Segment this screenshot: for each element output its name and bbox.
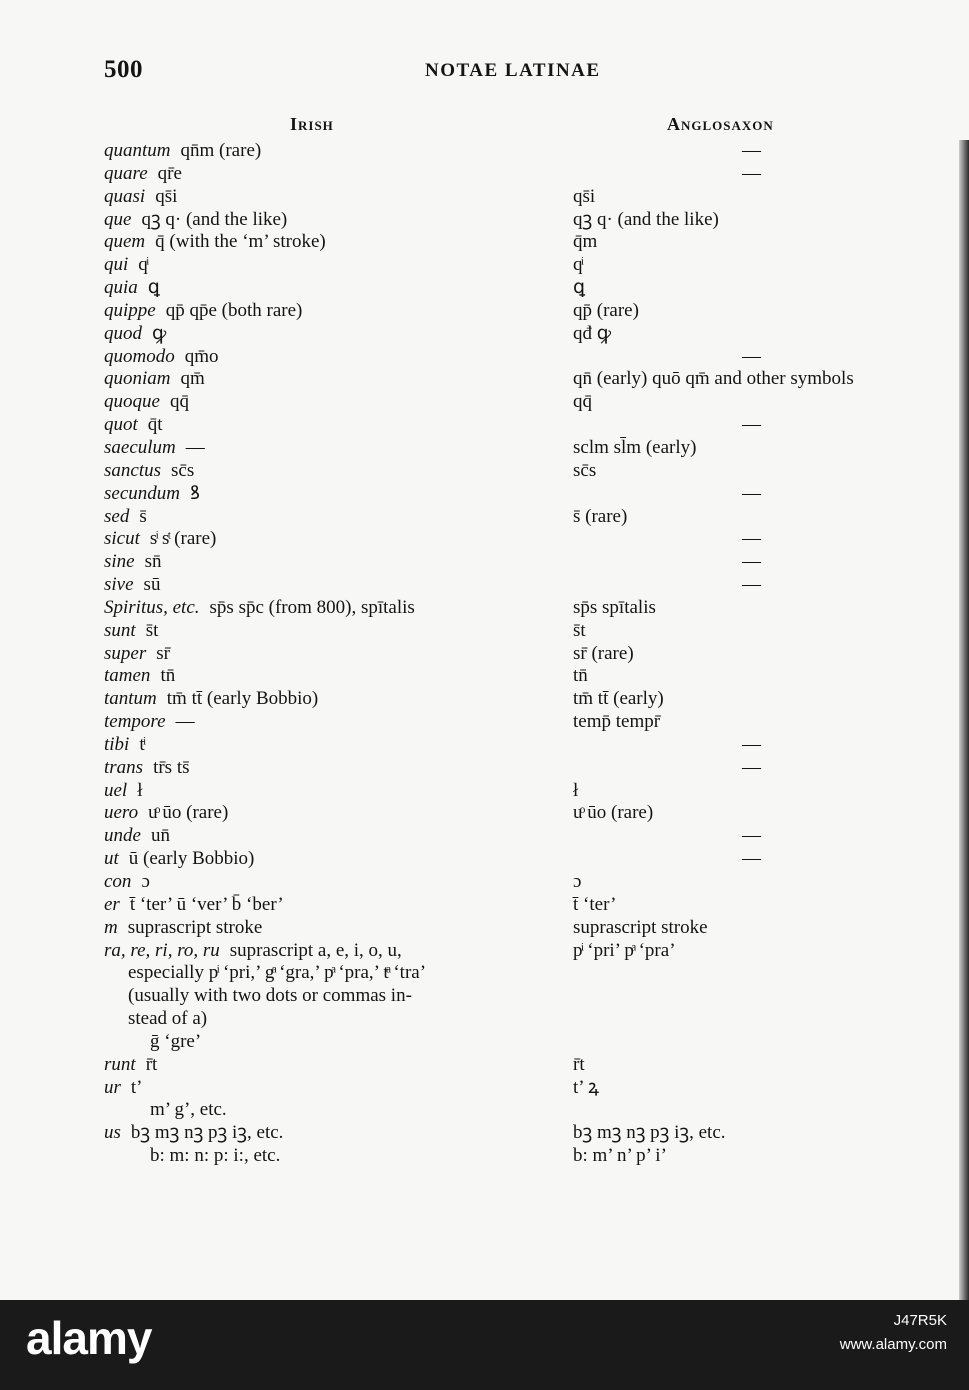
irish-cell xyxy=(104,597,415,620)
irish-cell xyxy=(104,802,228,825)
table-row xyxy=(0,437,969,460)
anglosaxon-abbreviation: ɔ xyxy=(573,871,582,892)
irish-cell xyxy=(104,528,216,551)
irish-cell xyxy=(128,1008,207,1031)
irish-abbreviation: qs̄i xyxy=(155,185,178,207)
latin-word: ur xyxy=(104,1076,121,1098)
table-row xyxy=(0,163,969,186)
anglosaxon-none-dash: — xyxy=(742,528,761,550)
irish-abbreviation: qm̄o xyxy=(184,345,219,367)
table-row xyxy=(0,254,969,277)
latin-word: m xyxy=(104,916,118,938)
irish-cell xyxy=(104,460,194,483)
irish-abbreviation: m’ g’, etc. xyxy=(150,1099,227,1121)
anglosaxon-abbreviation: qꝫ q· (and the like) xyxy=(573,208,719,230)
latin-word: saeculum xyxy=(104,436,176,458)
irish-cell xyxy=(104,734,145,757)
irish-cell xyxy=(104,688,318,711)
latin-word: con xyxy=(104,871,132,892)
irish-abbreviation: qn̄m (rare) xyxy=(180,140,262,161)
irish-cell xyxy=(104,186,177,209)
irish-cell xyxy=(104,757,190,780)
table-row xyxy=(0,894,969,917)
table-row xyxy=(0,574,969,597)
table-row xyxy=(0,962,969,985)
latin-word: super xyxy=(104,642,147,664)
irish-cell xyxy=(104,368,205,391)
irish-cell xyxy=(104,940,402,963)
irish-cell xyxy=(104,140,261,163)
latin-word: quantum xyxy=(104,140,171,161)
irish-cell xyxy=(104,1077,143,1100)
table-row xyxy=(0,757,969,780)
latin-word: sunt xyxy=(104,619,136,641)
table-row xyxy=(0,871,969,894)
irish-cell xyxy=(104,209,287,232)
irish-abbreviation: tn̄ xyxy=(160,665,176,687)
alamy-logo: alamy xyxy=(26,1312,152,1364)
irish-abbreviation: tr̄s ts̄ xyxy=(153,756,190,778)
irish-abbreviation: r̄t xyxy=(145,1053,158,1075)
irish-abbreviation: s̄t xyxy=(145,619,159,641)
anglosaxon-abbreviation: s̄t xyxy=(573,619,586,641)
latin-word: sanctus xyxy=(104,459,161,481)
latin-word: quomodo xyxy=(104,345,175,367)
irish-cell xyxy=(104,551,162,574)
irish-cell xyxy=(104,506,147,529)
anglosaxon-abbreviation: pͥ ‘pri’ pͣ ‘pra’ xyxy=(573,939,676,961)
latin-word: unde xyxy=(104,825,141,847)
latin-word: ra, re, ri, ro, ru xyxy=(104,939,220,961)
anglosaxon-abbreviation: sp̄s spītalis xyxy=(573,596,656,618)
anglosaxon-abbreviation: t̄ ‘ter’ xyxy=(573,893,617,915)
table-row xyxy=(0,1031,969,1054)
irish-cell xyxy=(104,574,160,597)
table-row xyxy=(0,1077,969,1100)
irish-cell xyxy=(104,825,170,848)
irish-abbreviation: qq̄ xyxy=(169,391,189,413)
latin-word: us xyxy=(104,1122,121,1144)
anglosaxon-abbreviation: suprascript stroke xyxy=(573,916,708,938)
latin-word: quoniam xyxy=(104,368,171,390)
irish-abbreviation: b: m: n: p: i:, etc. xyxy=(150,1145,281,1167)
irish-abbreviation: — xyxy=(175,711,195,733)
irish-abbreviation: ɔ xyxy=(141,871,150,892)
table-row xyxy=(0,414,969,437)
table-row xyxy=(0,711,969,734)
table-row xyxy=(0,1008,969,1031)
table-row xyxy=(0,1122,969,1145)
anglosaxon-abbreviation: sc̄s xyxy=(573,459,597,481)
latin-word: er xyxy=(104,893,120,915)
latin-word: sive xyxy=(104,574,134,596)
table-row xyxy=(0,848,969,871)
irish-cell xyxy=(104,643,170,666)
irish-cell xyxy=(104,414,163,437)
irish-abbreviation: q̄t xyxy=(147,414,163,436)
anglosaxon-none-dash: — xyxy=(742,482,761,504)
anglosaxon-abbreviation: tm̄ tt̄ (early) xyxy=(573,688,664,710)
page-edge-shadow xyxy=(959,140,969,1300)
irish-cell xyxy=(104,665,175,688)
table-row xyxy=(0,346,969,369)
anglosaxon-none-dash: — xyxy=(742,414,761,436)
table-row xyxy=(0,734,969,757)
site-url: www.alamy.com xyxy=(839,1336,947,1353)
latin-word: quot xyxy=(104,414,138,436)
anglosaxon-abbreviation: r̄t xyxy=(573,1053,585,1075)
irish-abbreviation: especially pͥ ‘pri,’ gͣ ‘gra,’ pͣ ‘pra,’ tͣ ‘tra’ xyxy=(128,962,427,984)
table-row xyxy=(0,300,969,323)
latin-word: quare xyxy=(104,162,148,184)
anglosaxon-abbreviation: q̄m xyxy=(573,231,598,253)
irish-abbreviation: ḡ ‘gre’ xyxy=(150,1030,202,1052)
irish-cell xyxy=(104,1122,283,1145)
table-row xyxy=(0,391,969,414)
table-row xyxy=(0,140,969,163)
latin-word: sicut xyxy=(104,528,140,550)
latin-word: qui xyxy=(104,254,129,276)
anglosaxon-none-dash: — xyxy=(742,825,761,847)
irish-abbreviation: sc̄s xyxy=(171,459,195,481)
anglosaxon-none-dash: — xyxy=(742,733,761,755)
latin-word: tamen xyxy=(104,665,151,687)
latin-word: quod xyxy=(104,322,142,344)
irish-cell xyxy=(104,254,148,277)
irish-abbreviation: qr̄e xyxy=(157,162,182,184)
anglosaxon-none-dash: — xyxy=(742,140,761,161)
image-id: J47R5K xyxy=(893,1312,947,1329)
irish-cell xyxy=(104,391,189,414)
irish-abbreviation: qm̄ xyxy=(180,368,205,390)
irish-cell xyxy=(150,1031,201,1054)
latin-word: quippe xyxy=(104,299,156,321)
irish-cell xyxy=(128,962,426,985)
irish-abbreviation: ł xyxy=(137,779,143,801)
table-row xyxy=(0,620,969,643)
latin-word: quoque xyxy=(104,391,160,413)
irish-cell xyxy=(104,848,254,871)
irish-abbreviation: sū xyxy=(143,574,161,596)
irish-abbreviation: t’ xyxy=(130,1076,143,1098)
irish-abbreviation: s̄ xyxy=(139,505,147,527)
table-row xyxy=(0,688,969,711)
irish-cell xyxy=(128,985,412,1008)
table-row xyxy=(0,780,969,803)
irish-abbreviation: stead of a) xyxy=(128,1008,208,1030)
table-row xyxy=(0,1099,969,1122)
irish-abbreviation: sͥ sͭ (rare) xyxy=(149,528,217,550)
anglosaxon-none-dash: — xyxy=(742,162,761,184)
anglosaxon-abbreviation: qs̄i xyxy=(573,185,596,207)
table-row xyxy=(0,186,969,209)
table-row xyxy=(0,277,969,300)
irish-cell xyxy=(104,711,195,734)
irish-cell xyxy=(104,300,302,323)
latin-word: tempore xyxy=(104,711,166,733)
anglosaxon-abbreviation: t’ ꝝ xyxy=(573,1076,599,1098)
irish-abbreviation: ū (early Bobbio) xyxy=(128,848,255,870)
latin-word: ut xyxy=(104,848,119,870)
anglosaxon-abbreviation: bꝫ mꝫ nꝫ pꝫ iꝫ, etc. xyxy=(573,1122,726,1144)
irish-cell xyxy=(150,1099,227,1122)
irish-abbreviation: tͥ xyxy=(139,733,145,755)
latin-word: quia xyxy=(104,277,138,299)
anglosaxon-abbreviation: qp̄ (rare) xyxy=(573,299,639,321)
irish-abbreviation: qp̄ qp̄e (both rare) xyxy=(165,299,303,321)
table-row xyxy=(0,985,969,1008)
table-row xyxy=(0,231,969,254)
anglosaxon-none-dash: — xyxy=(742,848,761,870)
table-row xyxy=(0,368,969,391)
latin-word: sine xyxy=(104,551,135,573)
column-heading-anglosaxon: Anglosaxon xyxy=(667,114,774,134)
irish-abbreviation: un̄ xyxy=(150,825,170,847)
anglosaxon-abbreviation: uͦ ūo (rare) xyxy=(573,802,654,824)
abbreviation-table xyxy=(0,140,969,1168)
irish-cell xyxy=(104,231,326,254)
irish-abbreviation: tm̄ tt̄ (early Bobbio) xyxy=(166,688,319,710)
table-row xyxy=(0,551,969,574)
irish-cell xyxy=(104,163,182,186)
irish-cell xyxy=(104,483,200,506)
table-row xyxy=(0,597,969,620)
irish-cell xyxy=(104,323,166,346)
irish-cell xyxy=(104,620,158,643)
anglosaxon-abbreviation: qq̄ xyxy=(573,391,592,413)
irish-cell xyxy=(150,1145,280,1168)
column-heading-irish: Irish xyxy=(290,114,334,134)
irish-abbreviation: uͦ ūo (rare) xyxy=(148,802,229,824)
anglosaxon-abbreviation: temp̄ tempr̄ xyxy=(573,711,661,733)
table-row xyxy=(0,917,969,940)
anglosaxon-abbreviation: b: m’ n’ p’ i’ xyxy=(573,1145,667,1167)
irish-abbreviation: (usually with two dots or commas in- xyxy=(128,985,412,1007)
irish-abbreviation: suprascript a, e, i, o, u, xyxy=(229,939,402,961)
table-row xyxy=(0,506,969,529)
irish-abbreviation: ꝙ xyxy=(152,322,167,344)
latin-word: trans xyxy=(104,756,144,778)
table-row xyxy=(0,643,969,666)
running-head: NOTAE LATINAE xyxy=(425,60,601,81)
anglosaxon-abbreviation: qđ ꝙ xyxy=(573,322,612,344)
irish-cell xyxy=(104,1054,157,1077)
table-row xyxy=(0,483,969,506)
anglosaxon-abbreviation: sr̄ (rare) xyxy=(573,642,634,664)
table-row xyxy=(0,1054,969,1077)
table-row xyxy=(0,825,969,848)
irish-cell xyxy=(104,780,143,803)
anglosaxon-none-dash: — xyxy=(742,756,761,778)
anglosaxon-none-dash: — xyxy=(742,574,761,596)
irish-abbreviation: qꝫ q· (and the like) xyxy=(141,208,288,230)
table-row xyxy=(0,1145,969,1168)
irish-abbreviation: sp̄s sp̄c (from 800), spītalis xyxy=(209,596,415,618)
irish-cell xyxy=(104,871,150,894)
latin-word: uel xyxy=(104,779,128,801)
table-row xyxy=(0,209,969,232)
anglosaxon-abbreviation: sclm sl̄m (early) xyxy=(573,436,697,458)
latin-word: sed xyxy=(104,505,130,527)
irish-cell xyxy=(104,894,284,917)
irish-abbreviation: — xyxy=(185,436,205,458)
latin-word: tibi xyxy=(104,733,130,755)
irish-abbreviation: ꝗ xyxy=(147,277,160,299)
table-row xyxy=(0,940,969,963)
irish-abbreviation: t̄ ‘ter’ ū ‘ver’ b̄ ‘ber’ xyxy=(129,893,284,915)
table-row xyxy=(0,802,969,825)
latin-word: que xyxy=(104,208,132,230)
latin-word: quem xyxy=(104,231,146,253)
anglosaxon-abbreviation: ꝗ xyxy=(573,277,586,299)
latin-word: runt xyxy=(104,1053,136,1075)
irish-abbreviation: q̄ (with the ‘m’ stroke) xyxy=(155,231,326,253)
irish-abbreviation: sn̄ xyxy=(144,551,162,573)
irish-abbreviation: qͥ xyxy=(138,254,148,276)
irish-abbreviation: bꝫ mꝫ nꝫ pꝫ iꝫ, etc. xyxy=(130,1122,284,1144)
anglosaxon-abbreviation: ł xyxy=(573,779,579,801)
irish-cell xyxy=(104,437,205,460)
table-row xyxy=(0,460,969,483)
irish-abbreviation: suprascript stroke xyxy=(127,916,263,938)
latin-word: quasi xyxy=(104,185,146,207)
irish-cell xyxy=(104,346,219,369)
anglosaxon-abbreviation: qͥ xyxy=(573,254,583,276)
anglosaxon-abbreviation: s̄ (rare) xyxy=(573,505,628,527)
latin-word: Spiritus, etc. xyxy=(104,596,200,618)
latin-word: uero xyxy=(104,802,139,824)
irish-cell xyxy=(104,917,262,940)
page-number: 500 xyxy=(104,56,143,83)
anglosaxon-none-dash: — xyxy=(742,345,761,367)
table-row xyxy=(0,665,969,688)
latin-word: tantum xyxy=(104,688,157,710)
table-row xyxy=(0,323,969,346)
irish-cell xyxy=(104,277,160,300)
irish-abbreviation: sr̄ xyxy=(156,642,170,664)
anglosaxon-none-dash: — xyxy=(742,551,761,573)
table-row xyxy=(0,528,969,551)
irish-abbreviation: ꝸ xyxy=(189,482,200,504)
latin-word: secundum xyxy=(104,482,180,504)
anglosaxon-abbreviation: tn̄ xyxy=(573,665,588,687)
anglosaxon-abbreviation: qn̄ (early) quō qm̄ and other symbols xyxy=(573,368,854,390)
